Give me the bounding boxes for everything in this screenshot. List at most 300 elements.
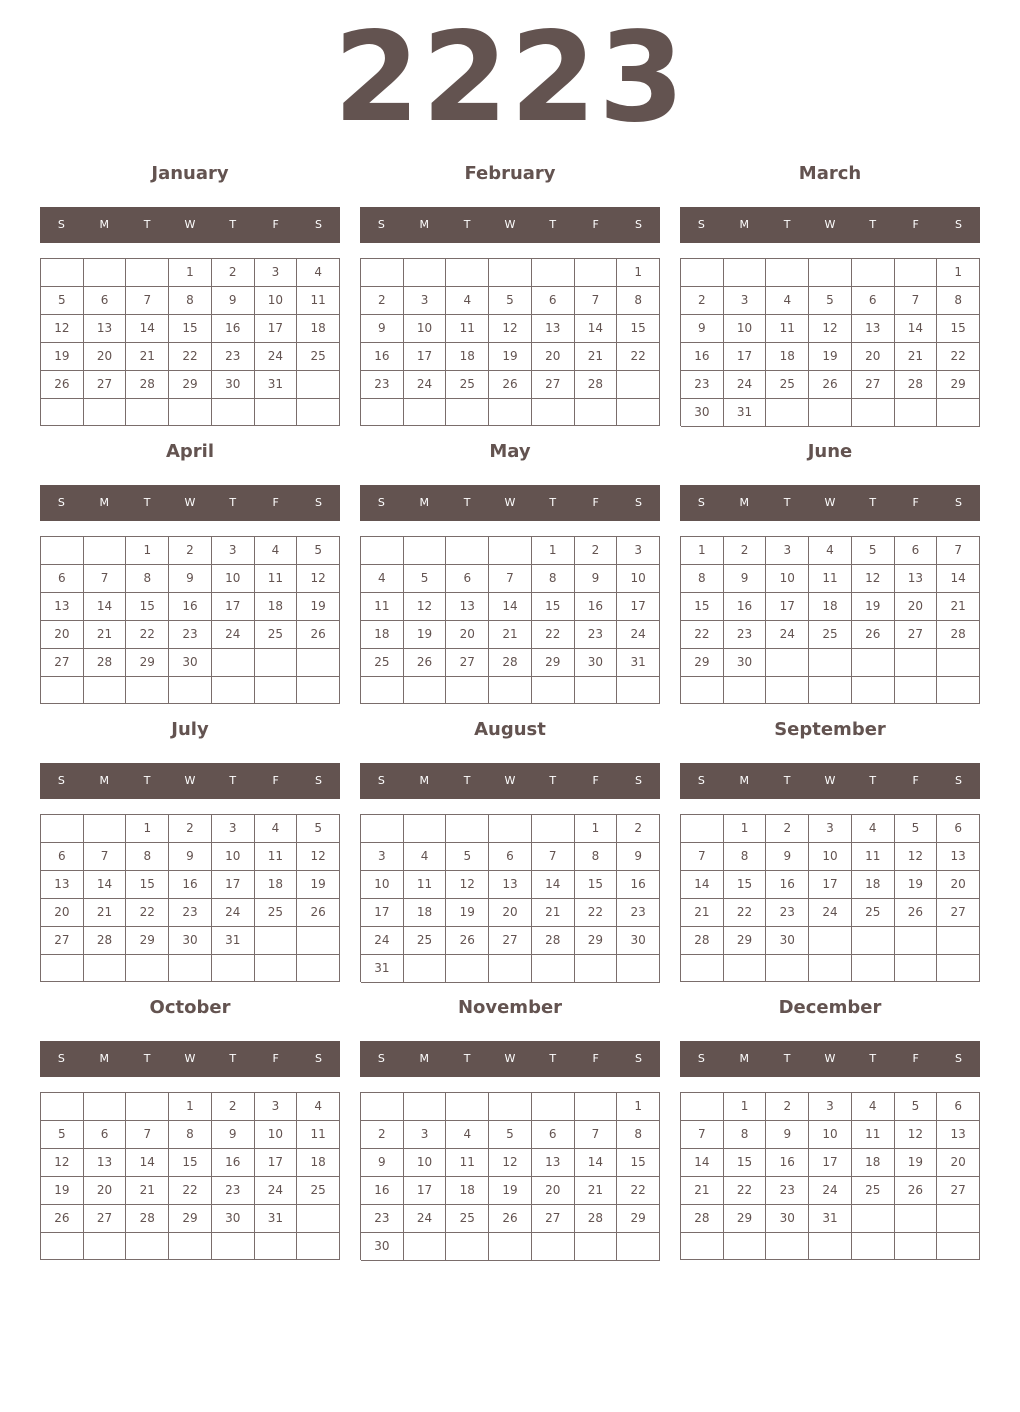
day-cell	[404, 677, 447, 704]
day-cell: 25	[852, 899, 895, 927]
day-cell: 11	[446, 315, 489, 343]
day-cell	[532, 259, 575, 287]
day-cell: 29	[937, 371, 980, 399]
day-cell: 20	[852, 343, 895, 371]
day-cell: 22	[575, 899, 618, 927]
weekday-label: F	[912, 774, 919, 787]
weekday-label: F	[912, 1052, 919, 1065]
day-cell: 16	[169, 593, 212, 621]
day-cell	[361, 537, 404, 565]
day-cell	[41, 815, 84, 843]
day-cell: 29	[169, 371, 212, 399]
day-cell: 19	[809, 343, 852, 371]
day-cell: 8	[126, 843, 169, 871]
day-cell: 24	[212, 899, 255, 927]
day-cell: 6	[937, 1093, 980, 1121]
weekday-label: T	[783, 1052, 791, 1065]
day-cell	[126, 259, 169, 287]
day-cell: 4	[852, 815, 895, 843]
day-cell: 2	[361, 287, 404, 315]
day-cell: 30	[617, 927, 660, 955]
month-name: December	[778, 997, 882, 1018]
day-cell: 9	[212, 1121, 255, 1149]
day-cell	[41, 1233, 84, 1260]
day-cell: 17	[617, 593, 660, 621]
day-cell: 14	[681, 871, 724, 899]
day-cell	[681, 677, 724, 704]
day-cell	[489, 259, 532, 287]
day-cell: 19	[489, 343, 532, 371]
day-cell: 25	[297, 343, 340, 371]
day-cell: 18	[766, 343, 809, 371]
day-cell: 25	[361, 649, 404, 677]
day-cell	[532, 1233, 575, 1261]
weekday-label: T	[783, 496, 791, 509]
day-cell	[681, 815, 724, 843]
day-cell: 1	[126, 815, 169, 843]
day-cell: 26	[489, 371, 532, 399]
day-cell	[809, 955, 852, 982]
day-cell	[617, 371, 660, 399]
day-cell: 18	[852, 1149, 895, 1177]
day-cell: 11	[361, 593, 404, 621]
day-cell: 16	[361, 343, 404, 371]
day-cell: 21	[84, 899, 127, 927]
day-cell: 16	[681, 343, 724, 371]
day-cell: 2	[766, 815, 809, 843]
day-cell: 18	[297, 315, 340, 343]
day-cell: 25	[255, 899, 298, 927]
day-cell: 15	[126, 871, 169, 899]
day-cell: 8	[126, 565, 169, 593]
day-cell	[126, 955, 169, 982]
weekday-label: F	[272, 1052, 279, 1065]
day-cell	[575, 399, 618, 426]
day-cell: 17	[809, 1149, 852, 1177]
day-cell: 31	[255, 1205, 298, 1233]
day-cell	[404, 955, 447, 983]
day-cell	[489, 537, 532, 565]
day-cell: 20	[84, 343, 127, 371]
day-cell: 15	[724, 1149, 767, 1177]
day-cell: 8	[617, 287, 660, 315]
day-cell: 9	[681, 315, 724, 343]
day-cell: 21	[575, 1177, 618, 1205]
day-cell	[255, 955, 298, 982]
day-cell	[297, 955, 340, 982]
day-cell: 4	[852, 1093, 895, 1121]
day-cell: 2	[681, 287, 724, 315]
day-cell	[255, 1233, 298, 1260]
day-cell	[809, 259, 852, 287]
days-grid	[680, 536, 980, 704]
day-cell: 10	[404, 315, 447, 343]
day-cell: 20	[446, 621, 489, 649]
day-cell: 4	[446, 287, 489, 315]
weekday-label: S	[57, 1052, 65, 1065]
day-cell	[297, 1233, 340, 1260]
weekday-header	[360, 763, 660, 799]
day-cell: 14	[126, 315, 169, 343]
day-cell: 12	[297, 843, 340, 871]
day-cell: 19	[895, 871, 938, 899]
day-cell: 26	[895, 1177, 938, 1205]
day-cell: 10	[766, 565, 809, 593]
days-grid	[40, 1092, 340, 1260]
day-cell	[41, 399, 84, 426]
day-cell	[404, 1233, 447, 1261]
weekday-label: W	[504, 1052, 516, 1065]
day-cell: 14	[489, 593, 532, 621]
day-cell: 20	[41, 621, 84, 649]
day-cell: 27	[41, 649, 84, 677]
day-cell: 21	[126, 1177, 169, 1205]
day-cell: 17	[724, 343, 767, 371]
day-cell	[84, 399, 127, 426]
day-cell	[84, 815, 127, 843]
day-cell: 12	[895, 1121, 938, 1149]
day-cell: 1	[126, 537, 169, 565]
day-cell: 11	[297, 1121, 340, 1149]
day-cell: 11	[404, 871, 447, 899]
day-cell: 28	[575, 1205, 618, 1233]
day-cell	[532, 677, 575, 704]
day-cell	[532, 1093, 575, 1121]
day-cell: 20	[41, 899, 84, 927]
month-october	[40, 992, 340, 1262]
day-cell: 17	[212, 871, 255, 899]
day-cell: 25	[852, 1177, 895, 1205]
day-cell	[84, 1093, 127, 1121]
day-cell: 12	[404, 593, 447, 621]
day-cell: 15	[532, 593, 575, 621]
weekday-label: T	[869, 218, 877, 231]
day-cell: 16	[766, 871, 809, 899]
day-cell: 18	[809, 593, 852, 621]
day-cell	[575, 1093, 618, 1121]
day-cell: 1	[724, 1093, 767, 1121]
day-cell: 16	[212, 1149, 255, 1177]
day-cell: 7	[937, 537, 980, 565]
day-cell	[809, 399, 852, 427]
day-cell: 25	[297, 1177, 340, 1205]
weekday-label: S	[954, 1052, 962, 1065]
day-cell: 16	[724, 593, 767, 621]
weekday-label: S	[954, 774, 962, 787]
day-cell: 22	[617, 1177, 660, 1205]
day-cell: 16	[361, 1177, 404, 1205]
day-cell: 1	[681, 537, 724, 565]
year-title: 2223	[333, 6, 687, 150]
day-cell: 3	[404, 287, 447, 315]
weekday-label: S	[954, 496, 962, 509]
day-cell: 17	[255, 315, 298, 343]
weekday-label: T	[143, 218, 151, 231]
weekday-label: F	[912, 496, 919, 509]
day-cell: 27	[937, 1177, 980, 1205]
day-cell	[361, 1093, 404, 1121]
day-cell: 14	[575, 1149, 618, 1177]
day-cell: 24	[766, 621, 809, 649]
day-cell: 1	[169, 259, 212, 287]
weekday-label: F	[592, 1052, 599, 1065]
day-cell	[404, 537, 447, 565]
day-cell	[255, 399, 298, 426]
day-cell: 22	[617, 343, 660, 371]
day-cell	[255, 677, 298, 704]
day-cell	[852, 259, 895, 287]
day-cell: 29	[617, 1205, 660, 1233]
day-cell: 28	[937, 621, 980, 649]
day-cell: 15	[169, 1149, 212, 1177]
day-cell: 10	[724, 315, 767, 343]
day-cell: 13	[446, 593, 489, 621]
day-cell	[404, 815, 447, 843]
weekday-label: S	[697, 774, 705, 787]
day-cell: 24	[255, 343, 298, 371]
day-cell: 23	[212, 343, 255, 371]
day-cell: 19	[852, 593, 895, 621]
day-cell: 11	[446, 1149, 489, 1177]
weekday-header	[40, 763, 340, 799]
weekday-label: T	[463, 774, 471, 787]
weekday-label: F	[592, 218, 599, 231]
day-cell: 7	[575, 1121, 618, 1149]
day-cell: 6	[532, 287, 575, 315]
day-cell: 27	[84, 1205, 127, 1233]
day-cell	[489, 955, 532, 983]
weekday-header	[40, 485, 340, 521]
day-cell: 7	[681, 843, 724, 871]
day-cell: 7	[532, 843, 575, 871]
day-cell: 4	[809, 537, 852, 565]
weekday-label: T	[463, 218, 471, 231]
day-cell	[169, 677, 212, 704]
day-cell	[84, 1233, 127, 1260]
weekday-label: F	[272, 774, 279, 787]
day-cell: 24	[361, 927, 404, 955]
weekday-header	[360, 1041, 660, 1077]
day-cell	[212, 399, 255, 426]
day-cell: 9	[766, 843, 809, 871]
day-cell: 9	[361, 1149, 404, 1177]
day-cell: 23	[766, 1177, 809, 1205]
day-cell	[852, 649, 895, 677]
day-cell: 10	[255, 1121, 298, 1149]
weekday-label: M	[419, 218, 430, 231]
day-cell	[446, 815, 489, 843]
day-cell	[617, 399, 660, 426]
day-cell: 5	[446, 843, 489, 871]
days-grid	[680, 814, 980, 982]
day-cell: 15	[681, 593, 724, 621]
day-cell: 8	[532, 565, 575, 593]
day-cell: 13	[84, 315, 127, 343]
days-grid	[360, 1092, 660, 1260]
day-cell: 7	[126, 287, 169, 315]
day-cell: 23	[212, 1177, 255, 1205]
weekday-label: M	[99, 1052, 110, 1065]
day-cell	[41, 955, 84, 982]
day-cell	[766, 955, 809, 982]
day-cell	[766, 399, 809, 427]
month-name: July	[171, 719, 209, 740]
day-cell: 4	[255, 537, 298, 565]
day-cell	[404, 259, 447, 287]
day-cell: 29	[126, 649, 169, 677]
day-cell: 14	[575, 315, 618, 343]
day-cell	[446, 1233, 489, 1261]
day-cell: 12	[489, 1149, 532, 1177]
day-cell	[84, 537, 127, 565]
day-cell: 3	[404, 1121, 447, 1149]
day-cell: 14	[895, 315, 938, 343]
day-cell: 5	[489, 287, 532, 315]
day-cell: 5	[297, 815, 340, 843]
day-cell: 18	[361, 621, 404, 649]
day-cell: 9	[169, 843, 212, 871]
weekday-label: T	[229, 218, 237, 231]
day-cell: 2	[169, 537, 212, 565]
day-cell: 26	[41, 1205, 84, 1233]
day-cell: 24	[617, 621, 660, 649]
day-cell: 13	[895, 565, 938, 593]
day-cell	[809, 1233, 852, 1260]
day-cell: 4	[446, 1121, 489, 1149]
day-cell: 16	[617, 871, 660, 899]
day-cell	[575, 259, 618, 287]
day-cell: 28	[575, 371, 618, 399]
month-name: September	[774, 719, 886, 740]
day-cell: 4	[255, 815, 298, 843]
day-cell: 6	[41, 565, 84, 593]
day-cell: 11	[255, 843, 298, 871]
day-cell: 3	[766, 537, 809, 565]
day-cell: 23	[766, 899, 809, 927]
weekday-header	[40, 1041, 340, 1077]
day-cell: 26	[297, 621, 340, 649]
day-cell: 20	[937, 871, 980, 899]
day-cell: 21	[681, 899, 724, 927]
weekday-header	[680, 1041, 980, 1077]
day-cell: 7	[84, 843, 127, 871]
day-cell: 1	[575, 815, 618, 843]
day-cell: 7	[84, 565, 127, 593]
day-cell: 26	[895, 899, 938, 927]
day-cell: 3	[809, 815, 852, 843]
month-name: May	[489, 441, 531, 462]
day-cell: 7	[126, 1121, 169, 1149]
day-cell: 7	[575, 287, 618, 315]
day-cell	[126, 1233, 169, 1260]
month-may	[360, 436, 660, 706]
day-cell: 13	[937, 843, 980, 871]
day-cell: 24	[809, 899, 852, 927]
day-cell	[937, 955, 980, 982]
day-cell: 31	[212, 927, 255, 955]
day-cell: 27	[446, 649, 489, 677]
day-cell	[84, 677, 127, 704]
day-cell: 8	[724, 843, 767, 871]
day-cell: 21	[937, 593, 980, 621]
day-cell: 7	[489, 565, 532, 593]
day-cell: 6	[446, 565, 489, 593]
day-cell	[681, 955, 724, 982]
day-cell	[169, 1233, 212, 1260]
day-cell: 26	[446, 927, 489, 955]
day-cell: 19	[489, 1177, 532, 1205]
day-cell: 1	[532, 537, 575, 565]
day-cell: 2	[575, 537, 618, 565]
weekday-label: M	[739, 774, 750, 787]
day-cell	[895, 1205, 938, 1233]
day-cell: 24	[255, 1177, 298, 1205]
day-cell	[681, 1093, 724, 1121]
day-cell: 26	[404, 649, 447, 677]
day-cell: 11	[255, 565, 298, 593]
day-cell: 6	[84, 1121, 127, 1149]
weekday-label: W	[184, 218, 196, 231]
weekday-label: F	[272, 218, 279, 231]
day-cell: 3	[724, 287, 767, 315]
day-cell	[489, 677, 532, 704]
day-cell	[446, 399, 489, 426]
day-cell: 30	[724, 649, 767, 677]
weekday-label: S	[954, 218, 962, 231]
day-cell: 11	[852, 1121, 895, 1149]
day-cell: 4	[297, 1093, 340, 1121]
day-cell	[361, 399, 404, 426]
day-cell: 20	[84, 1177, 127, 1205]
day-cell: 14	[532, 871, 575, 899]
day-cell: 17	[404, 1177, 447, 1205]
day-cell	[895, 1233, 938, 1260]
day-cell: 22	[169, 1177, 212, 1205]
day-cell	[809, 927, 852, 955]
day-cell: 19	[297, 871, 340, 899]
day-cell: 21	[126, 343, 169, 371]
weekday-label: T	[549, 218, 557, 231]
day-cell	[681, 1233, 724, 1260]
day-cell: 12	[809, 315, 852, 343]
day-cell: 30	[212, 371, 255, 399]
month-february	[360, 158, 660, 428]
day-cell	[446, 1093, 489, 1121]
weekday-label: T	[229, 1052, 237, 1065]
day-cell: 25	[766, 371, 809, 399]
day-cell: 3	[255, 1093, 298, 1121]
day-cell: 27	[84, 371, 127, 399]
weekday-label: W	[504, 774, 516, 787]
weekday-header	[680, 763, 980, 799]
weekday-label: T	[143, 1052, 151, 1065]
weekday-label: W	[824, 1052, 836, 1065]
day-cell: 6	[852, 287, 895, 315]
day-cell	[895, 677, 938, 704]
weekday-label: S	[697, 496, 705, 509]
day-cell: 5	[809, 287, 852, 315]
weekday-label: S	[57, 496, 65, 509]
day-cell: 29	[724, 927, 767, 955]
day-cell	[937, 649, 980, 677]
day-cell: 27	[41, 927, 84, 955]
day-cell	[404, 1093, 447, 1121]
day-cell: 12	[852, 565, 895, 593]
day-cell	[809, 649, 852, 677]
weekday-label: T	[549, 496, 557, 509]
day-cell	[852, 927, 895, 955]
day-cell: 19	[446, 899, 489, 927]
